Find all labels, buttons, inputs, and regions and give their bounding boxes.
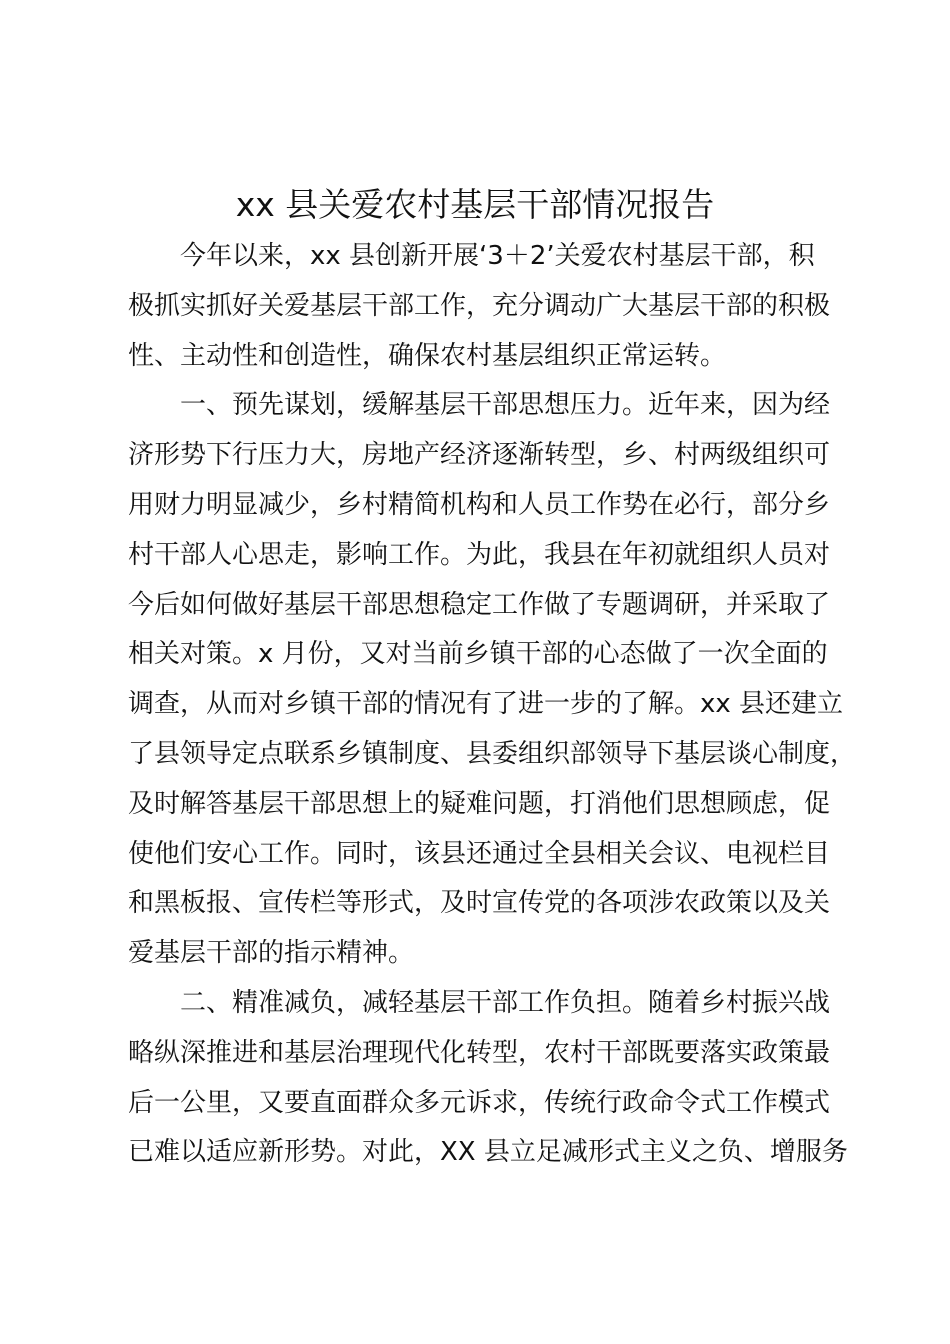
text-line: 极抓实抓好关爱基层干部工作，充分调动广大基层干部的积极 xyxy=(128,290,831,321)
text-line: 略纵深推进和基层治理现代化转型，农村干部既要落实政策最 xyxy=(128,1037,831,1068)
text-line: 和黑板报、宣传栏等形式，及时宣传党的各项涉农政策以及关 xyxy=(128,888,831,919)
text-line: 今后如何做好基层干部思想稳定工作做了专题调研，并采取了 xyxy=(128,589,831,620)
text-line: 已难以适应新形势。对此，XX 县立足减形式主义之负、增服务 xyxy=(128,1137,848,1168)
text-line: 调查，从而对乡镇干部的情况有了进一步的了解。xx 县还建立 xyxy=(128,689,844,720)
text-line: 后一公里，又要直面群众多元诉求，传统行政命令式工作模式 xyxy=(128,1087,831,1118)
text-line: 相关对策。x 月份，又对当前乡镇干部的心态做了一次全面的 xyxy=(128,639,828,670)
text-line: 及时解答基层干部思想上的疑难问题，打消他们思想顾虑，促 xyxy=(128,788,831,819)
text-line: 爱基层干部的指示精神。 xyxy=(128,938,415,969)
text-line: 二、精准减负，减轻基层干部工作负担。随着乡村振兴战 xyxy=(180,987,831,1018)
document-title: xx 县关爱农村基层干部情况报告 xyxy=(235,185,715,224)
text-line: 济形势下行压力大，房地产经济逐渐转型，乡、村两级组织可 xyxy=(128,440,831,471)
paragraph-section-two xyxy=(128,979,848,1178)
text-line: 了县领导定点联系乡镇制度、县委组织部领导下基层谈心制度， xyxy=(128,738,857,769)
text-line: 村干部人心思走，影响工作。为此，我县在年初就组织人员对 xyxy=(128,539,831,570)
text-line: 性、主动性和创造性，确保农村基层组织正常运转。 xyxy=(128,340,727,371)
paragraph-section-one xyxy=(128,381,857,979)
text-line: 用财力明显减少，乡村精简机构和人员工作势在必行，部分乡 xyxy=(128,489,831,520)
text-line: 使他们安心工作。同时，该县还通过全县相关会议、电视栏目 xyxy=(128,838,831,869)
document-body xyxy=(128,232,857,1178)
text-line: 今年以来，xx 县创新开展‘3＋2’关爱农村基层干部，积 xyxy=(180,241,815,271)
text-line: 一、预先谋划，缓解基层干部思想压力。近年来，因为经 xyxy=(180,390,831,421)
paragraph-intro xyxy=(128,232,840,381)
